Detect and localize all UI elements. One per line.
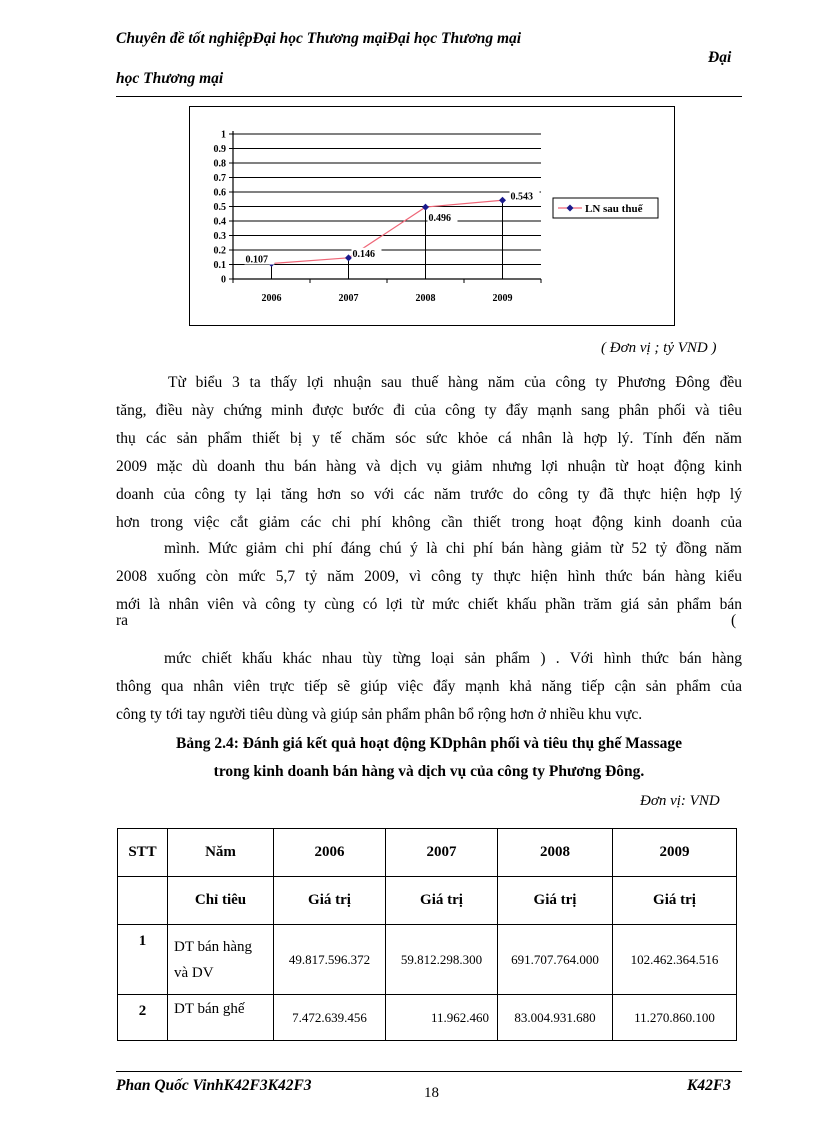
- paragraph-2-line: mình. Mức giảm chi phí đáng chú ý là chi phí bán hàng giảm từ 52 tỷ đồng năm: [164, 540, 742, 557]
- paragraph-1-line: doanh của công ty lại tăng hơn so với các năm trước do công ty đã thực hiện hợp lý: [116, 486, 742, 503]
- x-tick-label: 2008: [415, 293, 436, 304]
- footer-rule: [116, 1071, 742, 1072]
- footer-author: Phan Quốc VinhK42F3K42F3: [116, 1077, 312, 1094]
- row-label: DT bán ghế: [168, 995, 274, 1041]
- data-label: 0.496: [428, 213, 451, 225]
- row-label: DT bán hàng và DV: [168, 925, 274, 995]
- subheader-chi-tieu: Chỉ tiêu: [168, 877, 274, 925]
- y-tick-label: 0.7: [213, 173, 226, 184]
- paragraph-2: [116, 535, 742, 619]
- y-tick-label: 1: [221, 129, 226, 141]
- table-unit: Đơn vị: VND: [640, 793, 720, 809]
- data-point: [345, 254, 352, 261]
- header-rule: [116, 96, 742, 97]
- row-value: 49.817.596.372: [274, 925, 386, 995]
- header-nam: Năm: [168, 829, 274, 877]
- header-year-2009: 2009: [613, 829, 737, 877]
- header-stt: STT: [118, 829, 168, 877]
- paragraph-1-line: tăng, điều này chứng minh được bước đi của công ty đẩy mạnh sang phân phối và tiêu: [116, 402, 742, 419]
- paragraph-1: [116, 369, 742, 537]
- y-tick-label: 0.6: [213, 187, 226, 199]
- y-tick-label: 0.5: [213, 202, 226, 213]
- paragraph-2-open-paren: (: [731, 612, 737, 629]
- x-tick-label: 2006: [261, 293, 282, 304]
- data-point: [422, 204, 429, 211]
- row-stt: 1: [118, 925, 168, 995]
- page-number: 18: [424, 1085, 439, 1101]
- table-row: [118, 925, 737, 995]
- series-line: [272, 200, 503, 263]
- data-label: 0.146: [352, 248, 375, 260]
- y-tick-label: 0.2: [213, 245, 226, 257]
- x-tick-label: 2007: [338, 293, 359, 304]
- header-title: Chuyên đề tốt nghiệpĐại học Thương mạiĐại học Thương mại: [116, 30, 522, 47]
- y-tick-label: 0.8: [213, 158, 226, 170]
- paragraph-1-line: Từ biểu 3 ta thấy lợi nhuận sau thuế hàng năm của công ty Phương Đông đều: [168, 374, 742, 391]
- y-tick-label: 0.1: [213, 260, 226, 271]
- legend-label: LN sau thuế: [585, 203, 643, 215]
- table-row: [118, 995, 737, 1041]
- paragraph-1-line: thụ các sản phẩm thiết bị y tế chăm sóc sức khỏe cá nhân là hợp lý. Tính đến năm: [116, 430, 742, 447]
- y-tick-label: 0.3: [213, 231, 226, 242]
- header-title-line2: học Thương mại: [116, 70, 224, 87]
- table-caption-line1: Bảng 2.4: Đánh giá kết quả hoạt động KDphân phối và tiêu thụ ghế Massage: [175, 735, 682, 752]
- data-point: [499, 197, 506, 204]
- row-stt: 2: [118, 995, 168, 1041]
- header-year-2007: 2007: [386, 829, 498, 877]
- row-value: 11.962.460: [386, 995, 498, 1041]
- y-tick-label: 0.9: [213, 144, 226, 155]
- table-header-row: [118, 829, 737, 877]
- header-year-2008: 2008: [498, 829, 613, 877]
- data-label: 0.107: [245, 254, 268, 266]
- table-caption: [116, 730, 742, 786]
- chart-unit-note: ( Đơn vị ; tỷ VND ): [601, 340, 717, 356]
- paragraph-3-line: công ty tới tay người tiêu dùng và giúp sản phẩm phân bổ rộng hơn ở nhiều khu vực.: [116, 706, 643, 723]
- subheader-empty: [118, 877, 168, 925]
- header-year-2006: 2006: [274, 829, 386, 877]
- profit-chart: [190, 107, 674, 325]
- row-value: 83.004.931.680: [498, 995, 613, 1041]
- data-label: 0.543: [510, 191, 533, 203]
- row-value: 59.812.298.300: [386, 925, 498, 995]
- y-tick-label: 0: [221, 274, 226, 286]
- chart-frame: [189, 106, 675, 326]
- subheader-gia-tri: Giá trị: [274, 877, 386, 925]
- paragraph-2-line: mới là nhân viên và công ty cùng có lợi từ mức chiết khấu phần trăm giá sản phẩm bán: [116, 596, 742, 613]
- header-right: Đại: [708, 49, 732, 66]
- paragraph-3: [116, 645, 742, 729]
- footer-code: K42F3: [687, 1077, 731, 1094]
- subheader-gia-tri: Giá trị: [613, 877, 737, 925]
- paragraph-1-line: hơn trong việc cắt giảm các chi phí không cần thiết trong hoạt động kinh doanh của: [116, 514, 742, 531]
- row-value: 102.462.364.516: [613, 925, 737, 995]
- paragraph-3-line: mức chiết khấu khác nhau tùy từng loại sản phẩm ) . Với hình thức bán hàng: [164, 650, 742, 667]
- paragraph-2-line: 2008 xuống còn mức 5,7 tỷ năm 2009, vì công ty thực hiện hình thức bán hàng kiểu: [116, 568, 742, 585]
- y-tick-label: 0.4: [213, 216, 226, 228]
- paragraph-1-line: 2009 mặc dù doanh thu bán hàng và dịch vụ giảm nhưng lợi nhuận từ hoạt động kinh: [116, 458, 742, 475]
- row-value: 11.270.860.100: [613, 995, 737, 1041]
- paragraph-3-line: thông qua nhân viên trực tiếp sẽ giúp việc đẩy mạnh khả năng tiếp cận sản phẩm của: [116, 678, 742, 695]
- paragraph-2-tail: ra: [116, 612, 129, 629]
- row-value: 7.472.639.456: [274, 995, 386, 1041]
- subheader-gia-tri: Giá trị: [498, 877, 613, 925]
- subheader-gia-tri: Giá trị: [386, 877, 498, 925]
- x-tick-label: 2009: [492, 293, 513, 304]
- table-subheader-row: [118, 877, 737, 925]
- results-table: [117, 828, 737, 1041]
- table-caption-line2: trong kinh doanh bán hàng và dịch vụ của công ty Phương Đông.: [213, 763, 645, 780]
- row-value: 691.707.764.000: [498, 925, 613, 995]
